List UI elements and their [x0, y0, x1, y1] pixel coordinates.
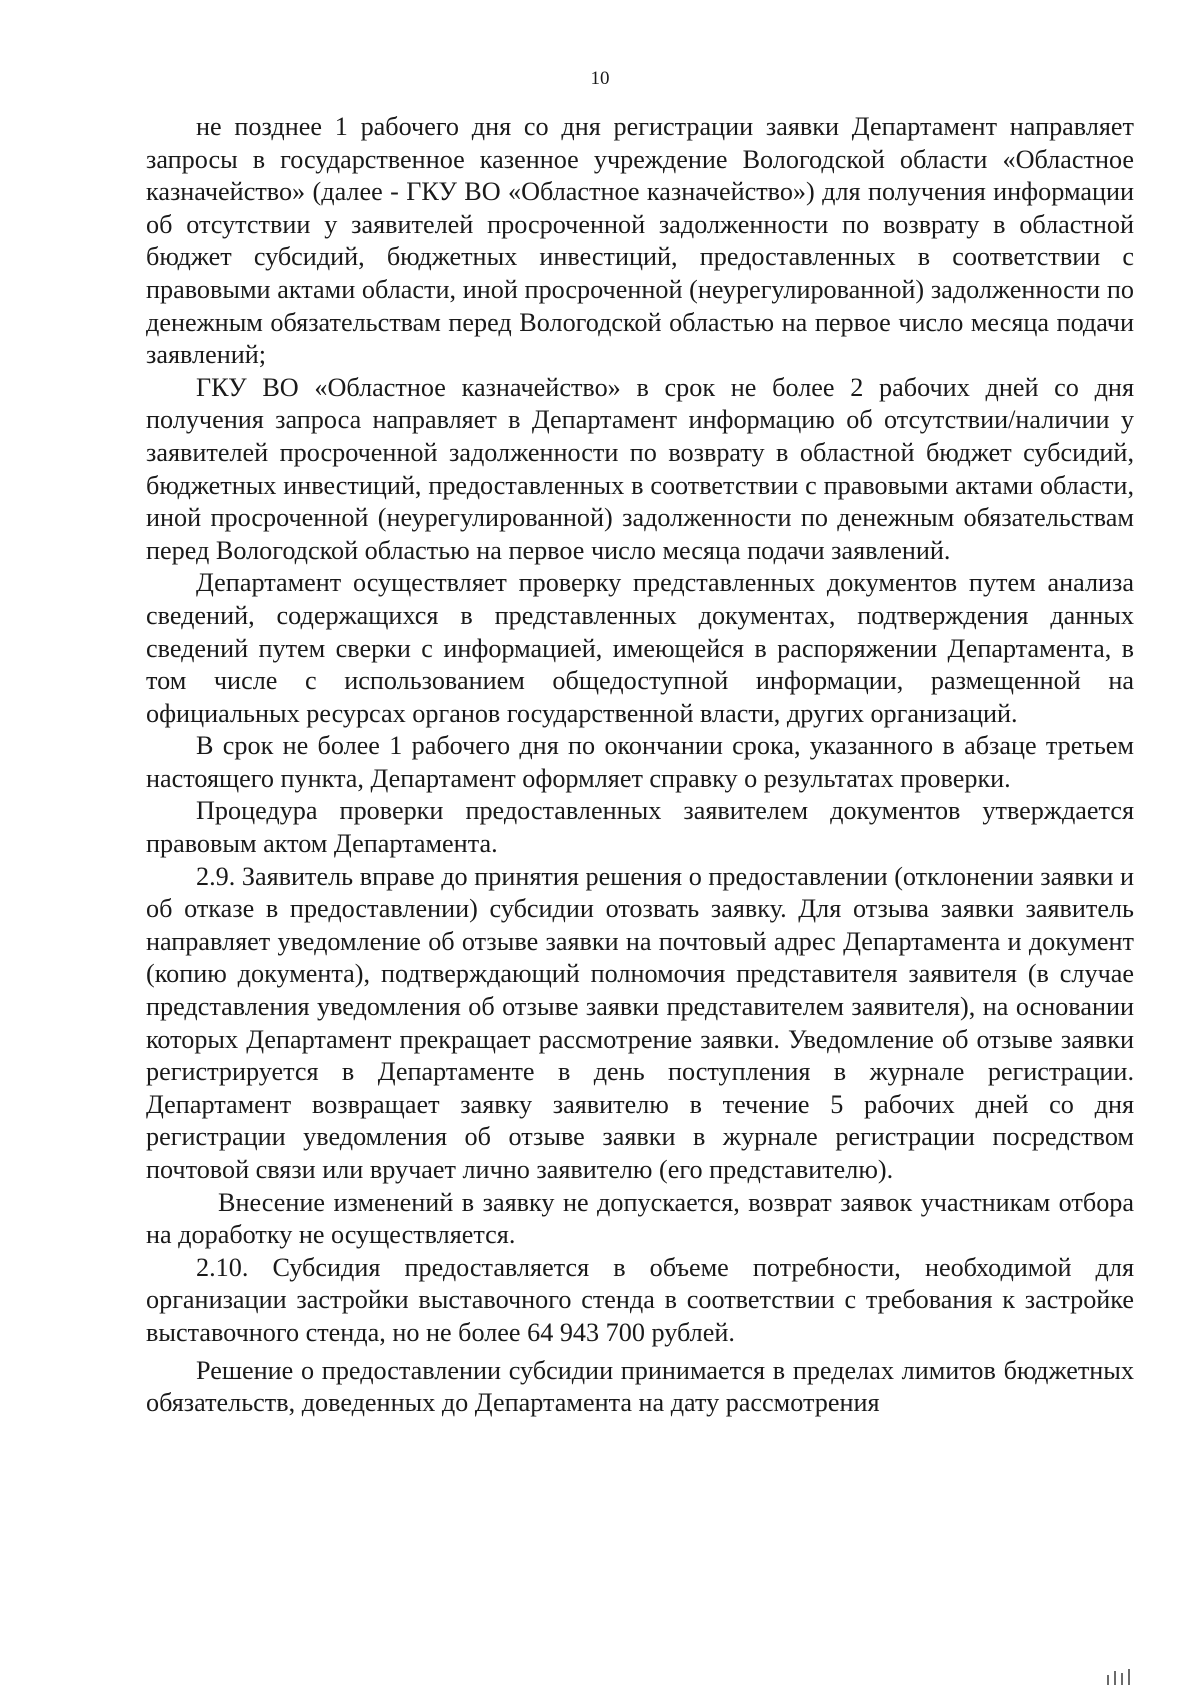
paragraph-check-certificate: В срок не более 1 рабочего дня по окончании срока, указанного в абзаце третьем настоящего пункта, Департамент оформляет справку о результатах проверки. — [146, 731, 1134, 793]
paragraph-clause-2-9: 2.9. Заявитель вправе до принятия решения о предоставлении (отклонении заявки и об отказе в предоставлении) субсидии отозвать заявку. Для отзыва заявки заявитель направляет уведомление об отзыве заявки на почтовый адрес Департамента и документ (копию документа), подтверждающий полномочия представителя заявителя (в случае представления уведомления об отзыве заявки представителем заявителя), на основании которых Департамент прекращает рассмотрение заявки. Уведомление об отзыве заявки регистрируется в Департаменте в день поступления в журнале регистрации. Департамент возвращает заявку заявителю в течение 5 рабочих дней со дня регистрации уведомления об отзыве заявки в журнале регистрации посредством почтовой связи или вручает лично заявителю (его представителю). — [146, 861, 1134, 1184]
paragraph-treasury-response: ГКУ ВО «Областное казначейство» в срок не более 2 рабочих дней со дня получения запроса направляет в Департамент информацию об отсутствии/наличии у заявителей просроченной задолженности по возврату в областной бюджет субсидий, бюджетных инвестиций, предоставленных в соответствии с правовыми актами области, иной просроченной (неурегулированной) задолженности по денежным обязательствам перед Вологодской областью на первое число месяца подачи заявлений. — [146, 372, 1134, 565]
paragraph-clause-2-10: 2.10. Субсидия предоставляется в объеме потребности, необходимой для организации застройки выставочного стенда в соответствии с требования к застройке выставочного стенда, но не более 64 943 700 рублей. — [146, 1252, 1134, 1347]
paragraph-request-treasury: не позднее 1 рабочего дня со дня регистрации заявки Департамент направляет запросы в государственное казенное учреждение Вологодской области «Областное казначейство» (далее - ГКУ ВО «Областное казначейство») для получения информации об отсутствии у заявителей просроченной задолженности по возврату в областной бюджет субсидий, бюджетных инвестиций, предоставленных в соответствии с правовыми актами области, иной просроченной (неурегулированной) задолженности по денежным обязательствам перед Вологодской областью на первое число месяца подачи заявлений; — [146, 112, 1134, 370]
paragraph-check-procedure: Процедура проверки предоставленных заявителем документов утверждается правовым актом Департамента. — [146, 796, 1134, 859]
paragraph-subsidy-decision: Решение о предоставлении субсидии принимается в пределах лимитов бюджетных обязательств, доведенных до Департамента на дату рассмотрения — [146, 1355, 1134, 1418]
document-body — [146, 111, 1134, 1420]
scan-artifact-marks — [1107, 1663, 1130, 1685]
paragraph-no-changes: Внесение изменений в заявку не допускается, возврат заявок участникам отбора на доработку не осуществляется. — [146, 1187, 1134, 1250]
paragraph-document-check: Департамент осуществляет проверку представленных документов путем анализа сведений, содержащихся в представленных документах, подтверждения данных сведений путем сверки с информацией, имеющейся в распоряжении Департамента, в том числе с использованием общедоступной информации, размещенной на официальных ресурсах органов государственной власти, других организаций. — [146, 568, 1134, 728]
page-number: 10 — [590, 68, 610, 89]
